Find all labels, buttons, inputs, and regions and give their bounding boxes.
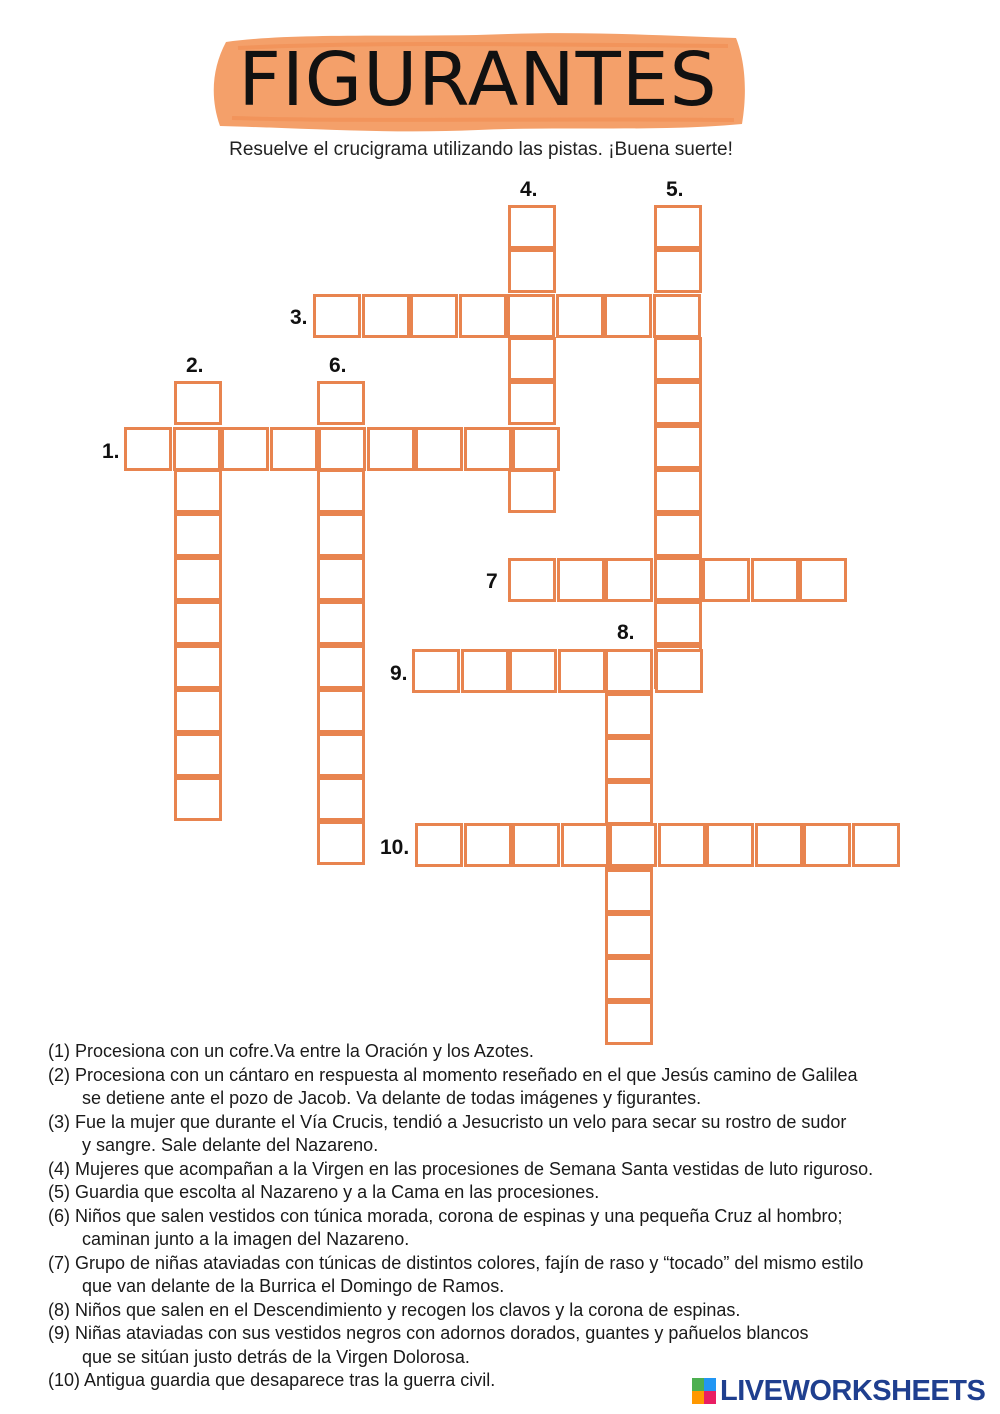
- clue-number-9: 9.: [390, 662, 408, 685]
- crossword-cell-6-11[interactable]: [317, 821, 365, 865]
- clue-number-4: 4.: [520, 178, 538, 201]
- crossword-cell-3-5[interactable]: [507, 294, 555, 338]
- crossword-cell-5-4[interactable]: [654, 337, 702, 381]
- crossword-cell-1-2[interactable]: [173, 427, 221, 471]
- crossword-cell-5-2[interactable]: [654, 249, 702, 293]
- clue-number-6: 6.: [329, 354, 347, 377]
- crossword-cell-10-9[interactable]: [803, 823, 851, 867]
- clue-6: (6) Niños que salen vestidos con túnica morada, corona de espinas y una pequeña Cruz al hombro;: [48, 1205, 843, 1226]
- crossword-cell-8-7[interactable]: [605, 913, 653, 957]
- clue-7-cont: que van delante de la Burrica el Domingo de Ramos.: [82, 1276, 505, 1296]
- crossword-cell-4-4[interactable]: [508, 337, 556, 381]
- crossword-cell-1-4[interactable]: [270, 427, 318, 471]
- crossword-cell-1-9[interactable]: [512, 427, 560, 471]
- clue-3: (3) Fue la mujer que durante el Vía Crucis, tendió a Jesucristo un velo para secar su rostro de sudor: [48, 1111, 847, 1132]
- crossword-cell-8-1[interactable]: [605, 649, 653, 693]
- crossword-cell-9-6[interactable]: [655, 649, 703, 693]
- crossword-cell-10-6[interactable]: [658, 823, 706, 867]
- crossword-cell-8-9[interactable]: [605, 1001, 653, 1045]
- crossword-cell-10-3[interactable]: [512, 823, 560, 867]
- crossword-cell-7-1[interactable]: [508, 558, 556, 602]
- crossword-cell-1-1[interactable]: [124, 427, 172, 471]
- crossword-cell-1-3[interactable]: [221, 427, 269, 471]
- crossword-cell-2-7[interactable]: [174, 645, 222, 689]
- crossword-cell-7-7[interactable]: [799, 558, 847, 602]
- brand-watermark: [692, 1374, 985, 1408]
- crossword-cell-3-1[interactable]: [313, 294, 361, 338]
- clue-number-2: 2.: [186, 354, 204, 377]
- crossword-cell-6-8[interactable]: [317, 689, 365, 733]
- crossword-cell-5-5[interactable]: [654, 381, 702, 425]
- crossword-cell-5-6[interactable]: [654, 425, 702, 469]
- crossword-cell-10-4[interactable]: [561, 823, 609, 867]
- crossword-cell-6-3[interactable]: [317, 469, 365, 513]
- crossword-cell-2-8[interactable]: [174, 689, 222, 733]
- crossword-cell-9-3[interactable]: [509, 649, 557, 693]
- clue-number-7: 7: [486, 570, 498, 593]
- crossword-cell-7-3[interactable]: [605, 558, 653, 602]
- crossword-cell-1-8[interactable]: [464, 427, 512, 471]
- crossword-cell-3-3[interactable]: [410, 294, 458, 338]
- instructions: Resuelve el crucigrama utilizando las pistas. ¡Buena suerte!: [229, 139, 733, 160]
- crossword-cell-7-6[interactable]: [751, 558, 799, 602]
- crossword-cell-10-10[interactable]: [852, 823, 900, 867]
- clue-6-cont: caminan junto a la imagen del Nazareno.: [82, 1229, 410, 1249]
- clue-number-5: 5.: [666, 178, 684, 201]
- crossword-cell-5-8[interactable]: [654, 513, 702, 557]
- clue-10: (10) Antigua guardia que desaparece tras la guerra civil.: [48, 1370, 496, 1390]
- crossword-cell-4-1[interactable]: [508, 205, 556, 249]
- crossword-cell-1-5[interactable]: [318, 427, 366, 471]
- crossword-cell-2-6[interactable]: [174, 601, 222, 645]
- brand-text: LIVEWORKSHEETS: [720, 1374, 986, 1407]
- clue-2: (2) Procesiona con un cántaro en respuesta al momento reseñado en el que Jesús camino de Galilea: [48, 1064, 858, 1085]
- crossword-cell-10-5[interactable]: [609, 823, 657, 867]
- clue-number-10: 10.: [380, 836, 410, 859]
- crossword-cell-8-6[interactable]: [605, 869, 653, 913]
- crossword-cell-6-1[interactable]: [317, 381, 365, 425]
- crossword-cell-6-9[interactable]: [317, 733, 365, 777]
- crossword-cell-4-5[interactable]: [508, 381, 556, 425]
- crossword-cell-3-6[interactable]: [556, 294, 604, 338]
- crossword-cell-3-2[interactable]: [362, 294, 410, 338]
- crossword-cell-5-1[interactable]: [654, 205, 702, 249]
- crossword-cell-3-7[interactable]: [604, 294, 652, 338]
- crossword-cell-2-5[interactable]: [174, 557, 222, 601]
- crossword-cell-6-7[interactable]: [317, 645, 365, 689]
- crossword-cell-3-4[interactable]: [459, 294, 507, 338]
- page-title: FIGURANTES: [238, 37, 718, 123]
- crossword-cell-7-5[interactable]: [702, 558, 750, 602]
- crossword-cell-8-2[interactable]: [605, 693, 653, 737]
- clue-9-cont: que se sitúan justo detrás de la Virgen Dolorosa.: [82, 1346, 470, 1367]
- crossword-cell-10-8[interactable]: [755, 823, 803, 867]
- crossword-cell-7-2[interactable]: [557, 558, 605, 602]
- crossword-cell-5-9[interactable]: [654, 557, 702, 601]
- crossword-cell-9-1[interactable]: [412, 649, 460, 693]
- crossword-cell-4-7[interactable]: [508, 469, 556, 513]
- crossword-cell-5-7[interactable]: [654, 469, 702, 513]
- crossword-cell-6-10[interactable]: [317, 777, 365, 821]
- crossword-cell-2-3[interactable]: [174, 469, 222, 513]
- crossword-cell-9-4[interactable]: [558, 649, 606, 693]
- clue-list: [48, 1040, 988, 1393]
- clue-7: (7) Grupo de niñas ataviadas con túnicas de distintos colores, fajín de raso y “tocado” del mismo estilo: [48, 1252, 864, 1273]
- crossword-cell-4-2[interactable]: [508, 249, 556, 293]
- clue-1: (1) Procesiona con un cofre.Va entre la Oración y los Azotes.: [48, 1041, 534, 1061]
- crossword-cell-2-10[interactable]: [174, 777, 222, 821]
- clue-8: (8) Niños que salen en el Descendimiento y recogen los clavos y la corona de espinas.: [48, 1299, 741, 1320]
- crossword-cell-6-4[interactable]: [317, 513, 365, 557]
- crossword-cell-10-1[interactable]: [415, 823, 463, 867]
- clue-2-cont: se detiene ante el pozo de Jacob. Va delante de todas imágenes y figurantes.: [82, 1088, 702, 1108]
- clue-3-cont: y sangre. Sale delante del Nazareno.: [82, 1135, 379, 1155]
- crossword-cell-5-10[interactable]: [654, 601, 702, 645]
- clue-number-8: 8.: [617, 621, 635, 644]
- crossword-cell-1-7[interactable]: [415, 427, 463, 471]
- clue-4: (4) Mujeres que acompañan a la Virgen en las procesiones de Semana Santa vestidas de luto riguroso.: [48, 1158, 874, 1179]
- crossword-cell-8-4[interactable]: [605, 781, 653, 825]
- crossword-cell-10-7[interactable]: [706, 823, 754, 867]
- crossword-cell-2-9[interactable]: [174, 733, 222, 777]
- clue-number-3: 3.: [290, 306, 308, 329]
- liveworksheets-logo-icon: [692, 1378, 716, 1404]
- crossword-cell-8-8[interactable]: [605, 957, 653, 1001]
- crossword-cell-2-1[interactable]: [174, 381, 222, 425]
- crossword-cell-6-6[interactable]: [317, 601, 365, 645]
- clue-9: (9) Niñas ataviadas con sus vestidos negros con adornos dorados, guantes y pañuelos blancos: [48, 1323, 809, 1343]
- clue-number-1: 1.: [102, 440, 120, 463]
- crossword-cell-6-5[interactable]: [317, 557, 365, 601]
- crossword-cell-1-6[interactable]: [367, 427, 415, 471]
- crossword-cell-3-8[interactable]: [653, 294, 701, 338]
- crossword-cell-10-2[interactable]: [464, 823, 512, 867]
- crossword-cell-8-3[interactable]: [605, 737, 653, 781]
- crossword-cell-9-2[interactable]: [461, 649, 509, 693]
- clue-5: (5) Guardia que escolta al Nazareno y a la Cama en las procesiones.: [48, 1182, 600, 1202]
- crossword-cell-2-4[interactable]: [174, 513, 222, 557]
